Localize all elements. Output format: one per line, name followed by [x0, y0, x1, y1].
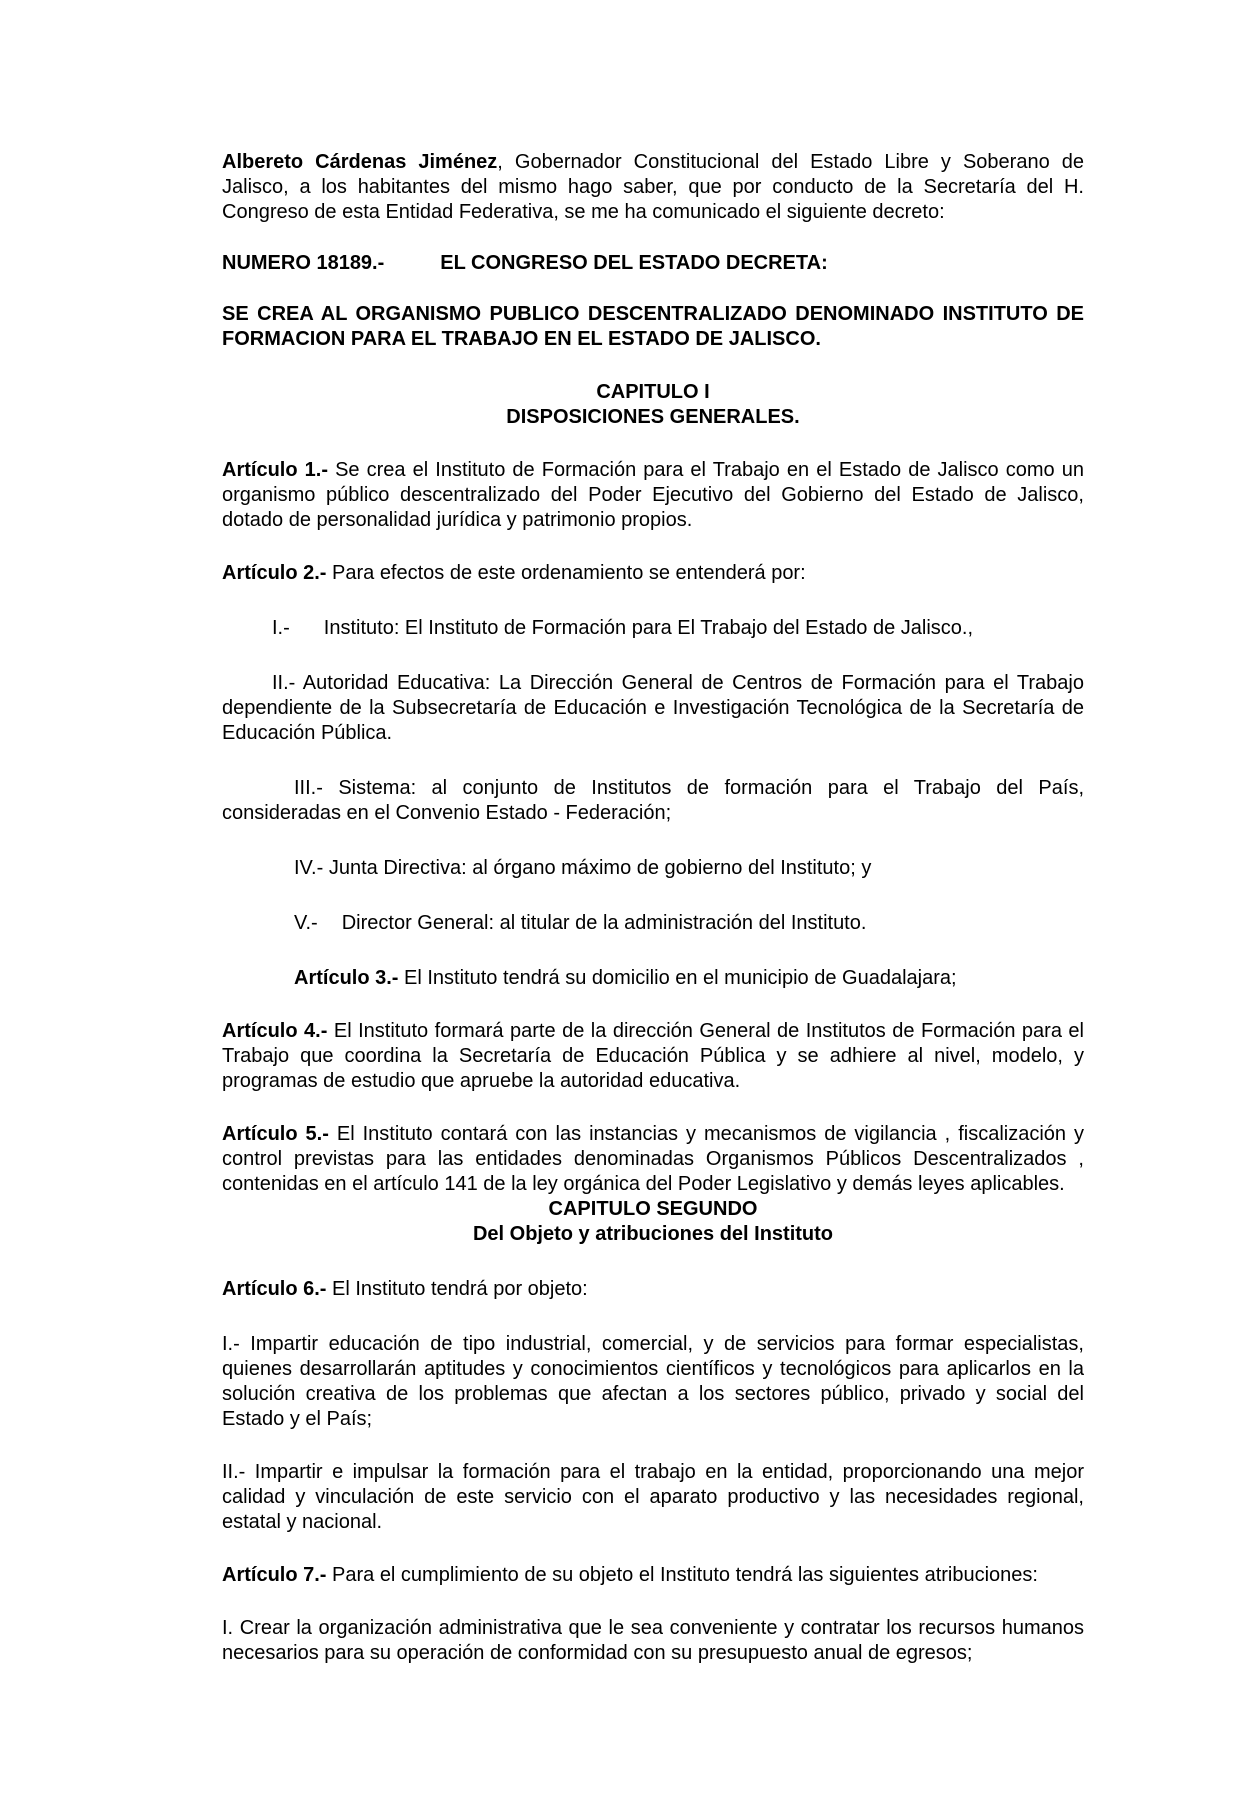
article-2-text: Para efectos de este ordenamiento se entenderá por: [326, 562, 806, 584]
article-2-label: Artículo 2.- [222, 562, 327, 584]
definition-4-number: IV.- [294, 857, 324, 879]
definition-4-text: Junta Directiva: al órgano máximo de gobierno del Instituto; y [323, 857, 872, 879]
article-4 [222, 1019, 1084, 1094]
article-4-text: El Instituto formará parte de la dirección General de Institutos de Formación para el Trabajo que coordina la Secretaría de Educación Pública y se adhiere al nivel, modelo, y programas de estudio que apruebe la autoridad educativa. [222, 1020, 1084, 1092]
article-7-label: Artículo 7.- [222, 1564, 327, 1586]
article-6-text: El Instituto tendrá por objeto: [326, 1278, 588, 1300]
article-1-label: Artículo 1.- [222, 459, 328, 481]
intro-text: , Gobernador Constitucional del Estado Libre y Soberano de Jalisco, a los habitantes del mismo hago saber, que por conducto de la Secretaría del H. Congreso de esta Entidad Federativa, se me ha comunicado el siguiente decreto: [222, 151, 1084, 223]
article-2 [222, 561, 1084, 586]
article-3 [222, 966, 1084, 991]
chapter-1-title: CAPITULO I [596, 381, 710, 403]
definition-3-number: III.- [294, 777, 323, 799]
definition-5-number: V.- [294, 912, 318, 934]
article-6-label: Artículo 6.- [222, 1278, 327, 1300]
article-3-text: El Instituto tendrá su domicilio en el municipio de Guadalajara; [398, 967, 957, 989]
article-5-text: El Instituto contará con las instancias y mecanismos de vigilancia , fiscalización y control previstas para las entidades denominadas Organismos Públicos Descentralizados , contenidas en el artículo 141 de la ley orgánica del Poder Legislativo y demás leyes aplicables. [222, 1123, 1084, 1195]
article-1 [222, 458, 1084, 533]
definition-5-text: Director General: al titular de la administración del Instituto. [341, 912, 867, 934]
article-5 [222, 1122, 1084, 1197]
article-1-text: Se crea el Instituto de Formación para el Trabajo en el Estado de Jalisco como un organismo público descentralizado del Poder Ejecutivo del Gobierno del Estado de Jalisco, dotado de personalidad jurídica y patrimonio propios. [222, 459, 1084, 531]
definition-4 [222, 856, 1084, 881]
objective-1: I.- Impartir educación de tipo industrial, comercial, y de servicios para formar especialistas, quienes desarrollarán aptitudes y conocimientos científicos y tecnológicos para aplicarlos en la solución creativa de los problemas que afectan a los sectores público, privado y social del Estado y el País; [222, 1333, 1084, 1430]
article-6 [222, 1277, 1084, 1302]
definition-1 [222, 616, 1084, 641]
article-4-label: Artículo 4.- [222, 1020, 328, 1042]
attribution-1: I. Crear la organización administrativa que le sea conveniente y contratar los recursos humanos necesarios para su operación de conformidad con su presupuesto anual de egresos; [222, 1617, 1084, 1664]
decree-title: SE CREA AL ORGANISMO PUBLICO DESCENTRALIZADO DENOMINADO INSTITUTO DE FORMACION PARA EL TRABAJO EN EL ESTADO DE JALISCO. [222, 303, 1084, 350]
definition-1-number: I.- [272, 617, 290, 639]
article-3-label: Artículo 3.- [294, 967, 399, 989]
decree-heading: EL CONGRESO DEL ESTADO DECRETA: [440, 252, 828, 274]
chapter-1-subtitle: DISPOSICIONES GENERALES. [506, 406, 800, 428]
decree-number: NUMERO 18189.- [222, 252, 385, 274]
chapter-2-subtitle: Del Objeto y atribuciones del Instituto [472, 1223, 834, 1245]
article-5-label: Artículo 5.- [222, 1123, 329, 1145]
intro-paragraph [222, 150, 1084, 225]
decree-line [222, 251, 1084, 276]
definition-2 [222, 671, 1084, 746]
article-7 [222, 1563, 1084, 1588]
definition-1-text: Instituto: El Instituto de Formación para El Trabajo del Estado de Jalisco., [323, 617, 974, 639]
definition-3-text: Sistema: al conjunto de Institutos de formación para el Trabajo del País, consideradas en el Convenio Estado - Federación; [222, 777, 1084, 824]
governor-name: Albereto Cárdenas Jiménez [222, 151, 498, 173]
objective-2: II.- Impartir e impulsar la formación para el trabajo en la entidad, proporcionando una mejor calidad y vinculación de este servicio con el aparato productivo y las necesidades regional, estatal y nacional. [222, 1461, 1084, 1533]
document-page [222, 150, 1084, 1666]
article-7-text: Para el cumplimiento de su objeto el Instituto tendrá las siguientes atribuciones: [326, 1564, 1038, 1586]
definition-2-number: II.- [272, 672, 296, 694]
definition-3 [222, 776, 1084, 826]
definition-5 [222, 911, 1084, 936]
chapter-2-title: CAPITULO SEGUNDO [548, 1198, 758, 1220]
definition-2-text: Autoridad Educativa: La Dirección General de Centros de Formación para el Trabajo dependiente de la Subsecretaría de Educación e Investigación Tecnológica de la Secretaría de Educación Pública. [222, 672, 1084, 744]
